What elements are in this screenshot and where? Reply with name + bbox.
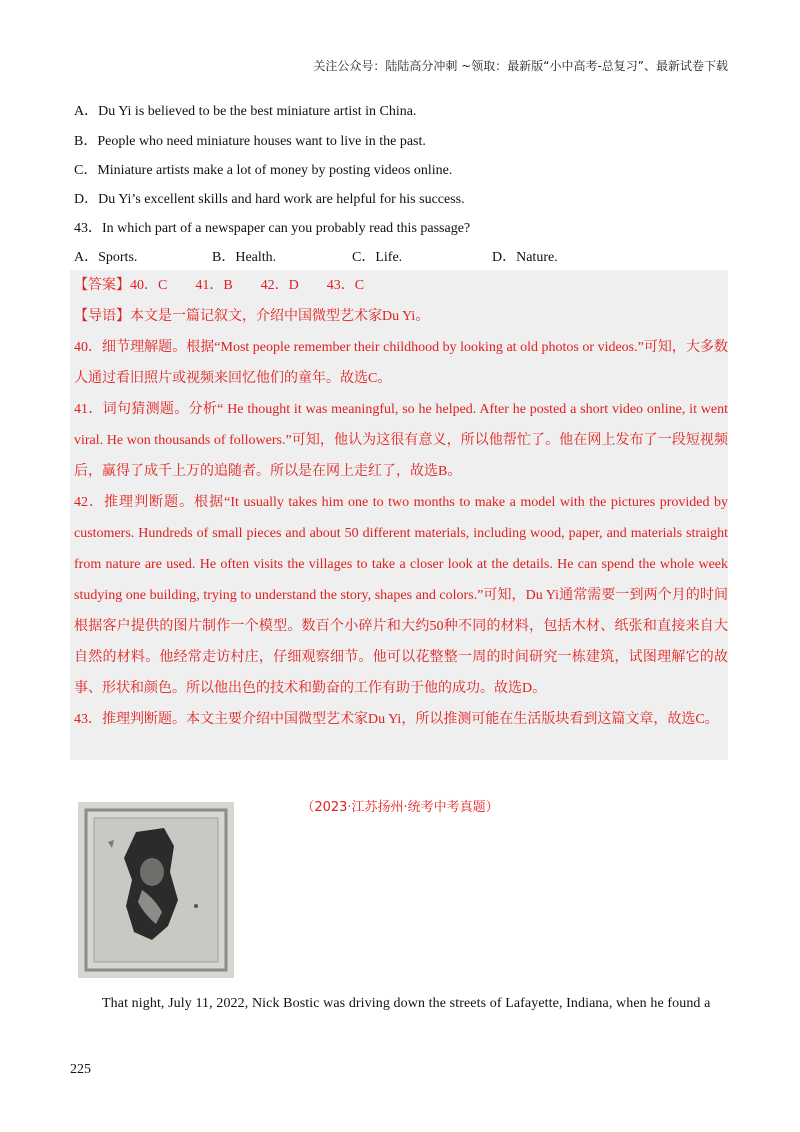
source-label: （2023·江苏扬州·统考中考真题） — [301, 800, 499, 815]
q43-option-d: D．Nature. — [492, 250, 558, 265]
q43-option-c: C．Life. — [352, 250, 403, 265]
q42-option-b: B．People who need miniature houses want to live in the past. — [74, 134, 426, 149]
page-number: 225 — [70, 1062, 91, 1077]
q42-option-c: C．Miniature artists make a lot of money by posting videos online. — [74, 163, 453, 178]
q43-options — [74, 246, 594, 266]
page-header: 关注公众号：陆陆高分冲刺 ~领取：最新版“小中高考-总复习”、最新试卷下载 — [313, 59, 728, 73]
explanation-41: 41．词句猜测题。分析“ He thought it was meaningful, so he helped. After he posted a short video online, it went viral. He won thousands of followers.”可知，他认为这很有意义，所以他帮忙了。他在网上发布了一段短视频后，赢得了成千上万的追随者。所以是在网上走红了，故选B。 — [74, 402, 728, 479]
answer-section — [74, 270, 728, 735]
explanation-42: 42．推理判断题。根据“It usually takes him one to two months to make a model with the pictures provided by customers. Hundreds of small pieces and about 50 different materials, including wood, paper, and materials straight from nature are used. He often visits the villages to take a closer look at the details. He can spend the whole week studying one building, trying to understand the story, shapes and colors.”可知，Du Yi通常需要一到两个月的时间根据客户提供的图片制作一个模型。数百个小碎片和大约50种不同的材料，包括木材、纸张和直接来自大自然的材料。他经常走访村庄，仔细观察细节。他可以花整整一周的时间研究一栋建筑，试图理解它的故事、形状和颜色。所以他出色的技术和勤奋的工作有助于他的成功。故选D。 — [74, 495, 728, 696]
answer-key: 【答案】40．C 41．B 42．D 43．C — [74, 278, 365, 293]
passage-paragraph: That night, July 11, 2022, Nick Bostic was driving down the streets of Lafayette, Indiana, when he found a — [102, 996, 711, 1011]
answer-intro: 【导语】本文是一篇记叙文，介绍中国微型艺术家Du Yi。 — [74, 309, 430, 324]
explanation-40: 40．细节理解题。根据“Most people remember their childhood by looking at old photos or videos.”可知，大多数人通过看旧照片或视频来回忆他们的童年。故选C。 — [74, 340, 728, 386]
q42-option-d: D．Du Yi’s excellent skills and hard work are helpful for his success. — [74, 192, 465, 207]
q43-question: 43．In which part of a newspaper can you probably read this passage? — [74, 221, 471, 236]
passage-photo — [78, 802, 234, 978]
explanation-43: 43．推理判断题。本文主要介绍中国微型艺术家Du Yi，所以推测可能在生活版块看到这篇文章，故选C。 — [74, 712, 719, 727]
q43-option-b: B．Health. — [212, 250, 277, 265]
q43-option-a: A．Sports. — [74, 250, 138, 265]
q42-option-a: A．Du Yi is believed to be the best miniature artist in China. — [74, 104, 417, 119]
